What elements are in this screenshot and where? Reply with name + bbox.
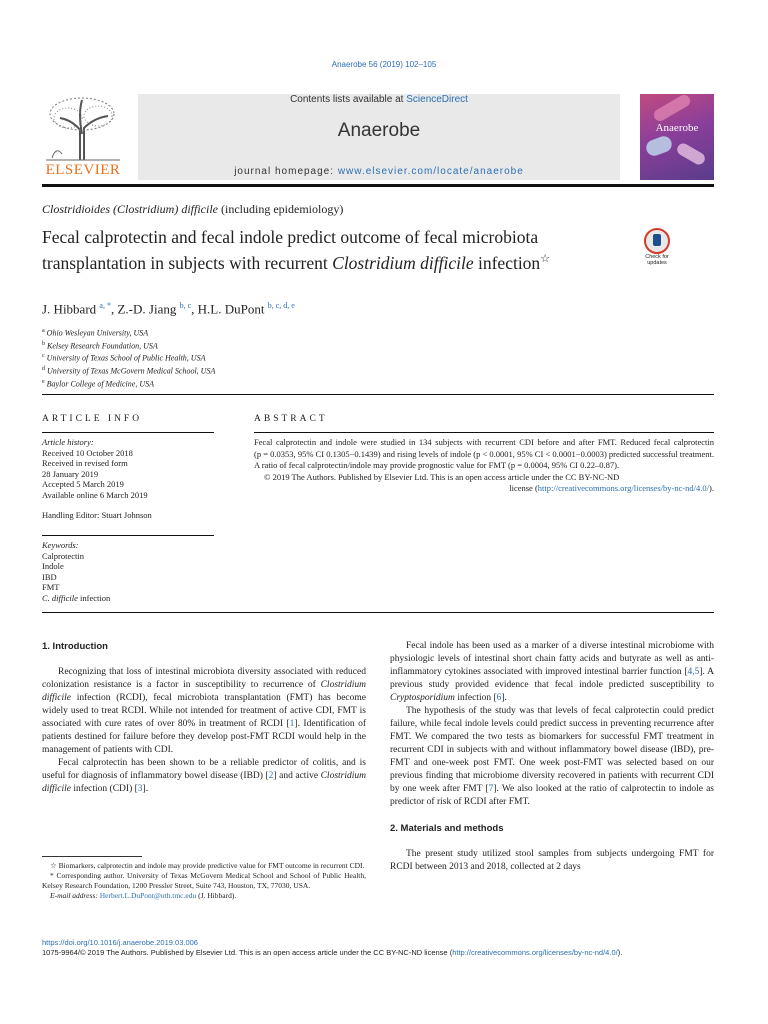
- cover-decoration: [652, 94, 693, 123]
- methods-heading: 2. Materials and methods: [390, 823, 504, 834]
- keyword: Indole: [42, 561, 64, 571]
- reference-link[interactable]: 6: [496, 693, 502, 703]
- affiliation-item: [42, 326, 215, 339]
- author-name[interactable]: Z.-D. Jiang: [117, 301, 177, 317]
- keyword-rest: infection: [77, 592, 111, 603]
- journal-citation[interactable]: Anaerobe 56 (2019) 102–105: [331, 60, 437, 69]
- paragraph: Fecal calprotectin has been shown to be a reliable predictor of colitis, and is useful for diagnosis of inflammatory bowel disease (IBD) [2] and active Clostridium difficile infection (CDI) [3].: [42, 758, 366, 794]
- history-line: 28 January 2019: [42, 468, 99, 479]
- affiliation-text: Kelsey Research Foundation, USA: [47, 341, 158, 351]
- affiliation-item: [42, 364, 215, 377]
- abstract-heading: ABSTRACT: [254, 414, 328, 424]
- abstract-text: Fecal calprotectin and indole were studied in 134 subjects with recurrent CDI before and after FMT. Reduced fecal calprotectin (p = 0.0353, 95% CI 0.1305−0.1439) and rising levels of indole (p < 0.0001, 95% CI < 0.0001−0.0003) predicted successful treatment. A ratio of fecal calprotectin/indole may provide prognostic value for FMT (p = 0.0004, 95% CI 0.22–0.87).: [254, 437, 714, 470]
- affiliation-sup: c: [42, 353, 45, 360]
- article-info-heading: ARTICLE INFO: [42, 414, 143, 424]
- title-footnote-mark[interactable]: ☆: [540, 253, 551, 265]
- contents-prefix: Contents lists available at: [290, 94, 407, 105]
- introduction-heading: 1. Introduction: [42, 641, 108, 652]
- paragraph: The hypothesis of the study was that levels of fecal calprotectin could predict failure, while fecal indole levels could predict success in preventing recurrence after FMT. We compared the two tests as biomarkers for successful FMT treatment in recurrent CDI in subjects with and without inflammatory bowel disease (IBD), pre-FMT and one-week post FMT. One week post-FMT was selected based on our previous finding that microbiome diversity recovered in patients with recurrent CDI by one week after FMT [7]. We also looked at the ratio of calprotectin to indole as predictor of risk of RCDI after FMT.: [390, 706, 714, 807]
- homepage-prefix: journal homepage:: [234, 166, 338, 177]
- section-type: [42, 202, 343, 217]
- footnote-email: E-mail address: Herbert.L.DuPont@uth.tmc.edu (J. Hibbard).: [50, 891, 237, 900]
- affiliation-text: Baylor College of Medicine, USA: [46, 379, 154, 389]
- history-line: Accepted 5 March 2019: [42, 479, 124, 489]
- footnotes: [42, 856, 366, 901]
- homepage-line: [138, 166, 620, 177]
- reference-link[interactable]: 3: [137, 784, 143, 794]
- journal-cover-image[interactable]: [640, 94, 714, 180]
- footnote-star: ☆ Biomarkers, calprotectin and indole may provide predictive value for FMT outcome in recurrent CDI.: [50, 861, 365, 870]
- keywords-label: Keywords:: [42, 540, 79, 550]
- history-line: Received in revised form: [42, 458, 128, 468]
- affiliation-sup: d: [42, 365, 45, 372]
- elsevier-wordmark: ELSEVIER: [45, 162, 121, 178]
- author-list: J. Hibbard $^{a, *}$, Z.-D. Jiang $^{b, c}$, H.L. DuPont $^{b, c, d, e}$: [42, 301, 295, 317]
- check-for-updates-badge[interactable]: [638, 228, 676, 268]
- history-label: Article history:: [42, 437, 94, 447]
- keyword: [42, 593, 214, 604]
- section-type-italic: Clostridioides (Clostridium) difficile: [42, 202, 219, 216]
- elsevier-logo[interactable]: [42, 94, 124, 180]
- abstract-rule: [254, 432, 714, 433]
- doi-link[interactable]: https://doi.org/10.1016/j.anaerobe.2019.03.006: [42, 938, 198, 947]
- footnote-corresponding: * Corresponding author. University of Texas McGovern Medical School and School of Public Health, Kelsey Research Foundation, 1200 Pressler Street, Suite 743, Houston, TX, 77030, USA.: [42, 871, 366, 890]
- reference-link[interactable]: 1: [289, 719, 295, 729]
- email-link[interactable]: Herbert.L.DuPont@uth.tmc.edu: [99, 891, 197, 900]
- affiliation-text: University of Texas School of Public Health, USA: [46, 353, 206, 363]
- homepage-link[interactable]: www.elsevier.com/locate/anaerobe: [337, 166, 524, 177]
- reference-link[interactable]: 2: [268, 771, 274, 781]
- footnote-rule: [42, 856, 142, 857]
- cover-decoration: [644, 134, 674, 158]
- affiliation-text: University of Texas McGovern Medical School, USA: [47, 366, 216, 376]
- title-part1: Fecal calprotectin and fecal indole predict outcome of fecal microbiota transplantation in subjects with recurrent: [42, 227, 539, 273]
- paragraph: Fecal indole has been used as a marker of a diverse intestinal microbiome with physiologic levels of intestinal short chain fatty acids and butyrate as well as anti-inflammatory cytokines associated with improved intestinal barrier function [4,5]. A previous study provided evidence that fecal indole predicted susceptibility to Cryptosporidium infection [6].: [390, 641, 715, 703]
- paragraph: The present study utilized stool samples from subjects undergoing FMT for RCDI between 2013 and 2018, collected at 2 days: [390, 849, 714, 872]
- license-suffix: ).: [709, 483, 714, 493]
- journal-banner: [138, 94, 620, 180]
- keyword-italic: C. difficile: [42, 592, 78, 603]
- affiliation-sup: b: [42, 340, 45, 347]
- license-prefix: license (: [509, 483, 538, 493]
- journal-name: Anaerobe: [337, 120, 421, 141]
- right-column: [390, 640, 714, 874]
- article-title: [42, 226, 632, 274]
- crossmark-label: Check for updates: [645, 254, 669, 266]
- paragraph: Recognizing that loss of intestinal microbiota diversity associated with reduced colonization resistance is a factor in susceptibility to recurrence of Clostridium difficile infection (RCDI), fecal microbiota transplantation (FMT) has become widely used to treat RCDI. While not intended for treatment of active CDI, FMT is associated with cure rates of over 80% in treatment of RCDI [1]. Identification of patients destined for failure before they develop post-FMT RCDI would help in the management of patients with CDI.: [42, 667, 366, 755]
- affiliation-item: [42, 339, 215, 352]
- sciencedirect-link[interactable]: ScienceDirect: [406, 94, 468, 105]
- keywords: [42, 540, 214, 603]
- affiliations: [42, 326, 215, 389]
- affiliation-sup: e: [42, 378, 45, 385]
- footer-license-link[interactable]: http://creativecommons.org/licenses/by-nc-nd/4.0/: [452, 948, 618, 957]
- author-affil-sup[interactable]: b, c, d, e: [267, 301, 295, 310]
- abstract-license: [254, 483, 714, 495]
- author-affil-sup[interactable]: b, c: [179, 301, 192, 310]
- info-top-rule: [42, 394, 714, 395]
- contents-line: [138, 94, 620, 105]
- affiliation-text: Ohio Wesleyan University, USA: [46, 328, 149, 338]
- affiliation-item: [42, 377, 215, 390]
- section-type-rest: (including epidemiology): [218, 202, 344, 216]
- keyword: FMT: [42, 582, 60, 592]
- reference-link[interactable]: 7: [488, 784, 494, 794]
- author-name[interactable]: H.L. DuPont: [197, 301, 265, 317]
- affiliation-sup: a: [42, 328, 45, 334]
- header-rule: [42, 184, 714, 187]
- left-column: [42, 640, 366, 796]
- author-name[interactable]: J. Hibbard: [42, 301, 97, 317]
- history-line: Received 10 October 2018: [42, 447, 133, 458]
- title-italic: Clostridium difficile: [332, 252, 474, 273]
- handling-editor: Handling Editor: Stuart Johnson: [42, 510, 152, 520]
- abstract-body: [254, 437, 714, 495]
- author-affil-sup[interactable]: a, *: [99, 301, 111, 310]
- reference-link[interactable]: 4,5: [687, 667, 700, 677]
- keyword: Calprotectin: [42, 550, 85, 561]
- info-bottom-rule: [42, 612, 714, 613]
- license-link[interactable]: http://creativecommons.org/licenses/by-nc-nd/4.0/: [537, 483, 710, 493]
- cover-decoration: [675, 141, 707, 166]
- keywords-rule: [42, 535, 214, 536]
- page-footer: [42, 938, 722, 958]
- info-rule: [42, 432, 214, 433]
- keyword: IBD: [42, 571, 57, 582]
- cover-title: Anaerobe: [655, 122, 699, 134]
- affiliation-item: [42, 351, 215, 364]
- abstract-copyright: © 2019 The Authors. Published by Elsevier Ltd. This is an open access article under the CC BY-NC-ND: [264, 471, 620, 482]
- masthead: [42, 94, 714, 182]
- title-part2: infection: [473, 252, 541, 273]
- issn-line: 1075-9964/© 2019 The Authors. Published by Elsevier Ltd. This is an open access article under the CC BY-NC-ND license (http://creativecommons.org/licenses/by-nc-nd/4.0/).: [42, 948, 623, 957]
- history-line: Available online 6 March 2019: [42, 489, 148, 500]
- article-history: [42, 437, 214, 521]
- elsevier-tree-icon: [42, 94, 124, 162]
- crossmark-icon: [644, 228, 670, 254]
